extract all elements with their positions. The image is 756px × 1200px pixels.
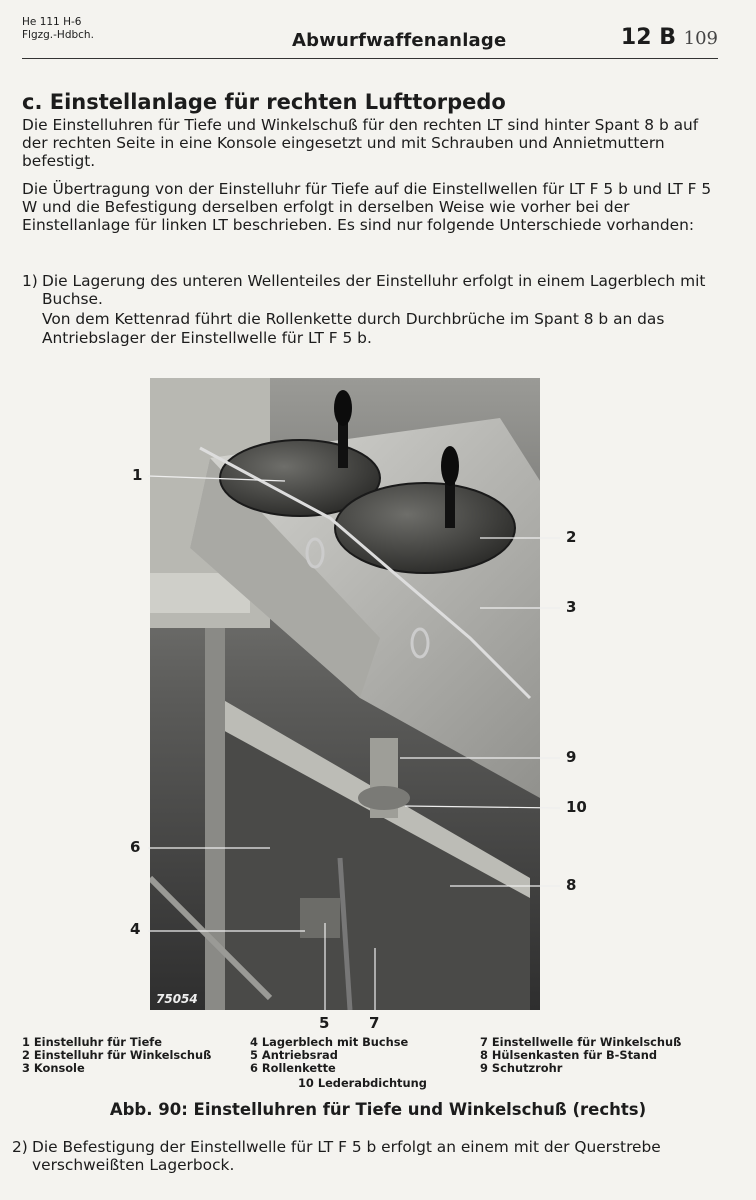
list-subtext: Von dem Kettenrad führt die Rollenkette durch Durchbrüche im Spant 8 b an das Antriebslager der Einstellwelle für LT F 5 b.	[42, 310, 665, 347]
legend-item: 3 Konsole	[22, 1061, 85, 1075]
legend-item: 4 Lagerblech mit Buchse	[250, 1035, 409, 1049]
callout-label: 3	[566, 598, 577, 616]
callout-label: 8	[566, 876, 577, 894]
page-number: 109	[683, 28, 718, 49]
paragraph: Die Übertragung von der Einstelluhr für Tiefe auf die Einstellwellen für LT F 5 b und LT F 5 W und die Befestigung derselben erfolgt in derselben Weise wie vorher bei der Einstellanlage für linken LT beschrieben. Es sind nur folgende Unterschiede vorhanden:	[22, 180, 712, 235]
legend-item: 2 Einstelluhr für Winkelschuß	[22, 1048, 212, 1062]
list-item	[22, 272, 712, 347]
header-manual: Flgzg.-Hdbch.	[22, 29, 94, 41]
legend-item: 8 Hülsenkasten für B-Stand	[480, 1048, 657, 1062]
header-title: Abwurfwaffenanlage	[292, 30, 507, 51]
callout-label: 6	[130, 838, 141, 856]
legend-item: 9 Schutzrohr	[480, 1061, 563, 1075]
legend-item: 1 Einstelluhr für Tiefe	[22, 1035, 162, 1049]
section-title: c. Einstellanlage für rechten Lufttorpedo	[22, 90, 506, 114]
callout-label: 5	[319, 1014, 330, 1032]
legend-item: 10 Lederabdichtung	[298, 1076, 427, 1090]
callout-label: 10	[566, 798, 587, 816]
callout-label: 2	[566, 528, 577, 546]
callout-label: 1	[132, 466, 143, 484]
callout-label: 7	[369, 1014, 380, 1032]
list-number: 2)	[12, 1138, 28, 1156]
paragraph: Die Einstelluhren für Tiefe und Winkelschuß für den rechten LT sind hinter Spant 8 b auf der rechten Seite in eine Konsole eingesetzt und mit Schrauben und Annietmuttern befestigt.	[22, 116, 699, 171]
header-section: 12 B	[620, 25, 676, 50]
photo-number: 75054	[156, 992, 198, 1006]
header-model: He 111 H-6	[22, 16, 82, 28]
callout-label: 4	[130, 920, 141, 938]
header-left	[22, 16, 94, 42]
list-item	[12, 1138, 712, 1174]
legend-item: 5 Antriebsrad	[250, 1048, 338, 1062]
callout-label: 9	[566, 748, 577, 766]
callout-lines	[120, 378, 600, 1013]
figure	[120, 378, 600, 1032]
header-right	[621, 25, 718, 50]
list-text: Die Lagerung des unteren Wellenteiles der Einstelluhr erfolgt in einem Lagerblech mit Buchse.	[42, 272, 706, 309]
legend-item: 6 Rollenkette	[250, 1061, 336, 1075]
page-header	[22, 14, 718, 59]
list-number: 1)	[22, 272, 38, 290]
list-text: Die Befestigung der Einstellwelle für LT F 5 b erfolgt an einem mit der Querstrebe verschweißten Lagerbock.	[32, 1138, 661, 1175]
legend-item: 7 Einstellwelle für Winkelschuß	[480, 1035, 682, 1049]
figure-caption: Abb. 90: Einstelluhren für Tiefe und Winkelschuß (rechts)	[109, 1100, 647, 1119]
